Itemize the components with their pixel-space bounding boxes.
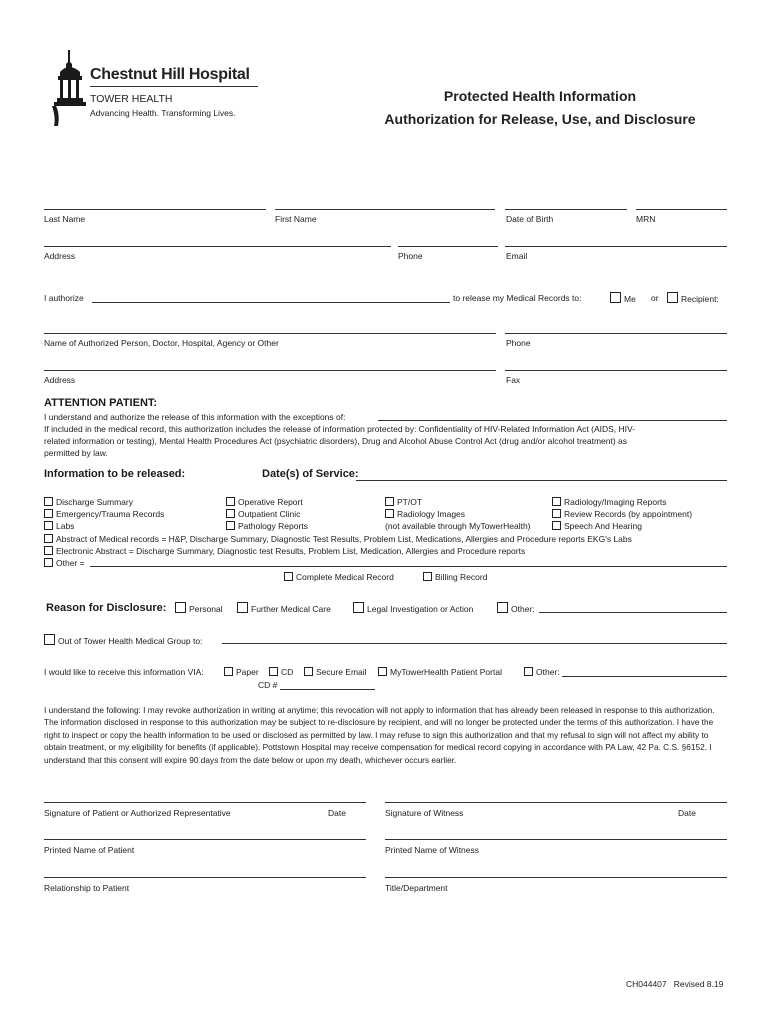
outside-group-checkbox[interactable]: Out of Tower Health Medical Group to:	[44, 634, 202, 646]
logo-org: TOWER HEALTH	[90, 93, 173, 105]
first-name-label: First Name	[275, 214, 317, 224]
checkbox-icon	[44, 546, 53, 555]
authorized-name-field[interactable]	[44, 333, 496, 334]
checkbox-icon	[224, 667, 233, 676]
speech-hearing-checkbox[interactable]: Speech And Hearing	[552, 521, 642, 531]
complete-record-checkbox[interactable]: Complete Medical Record	[284, 572, 394, 582]
recipient-checkbox[interactable]: Recipient:	[667, 292, 719, 304]
relationship-label: Relationship to Patient	[44, 883, 130, 893]
email-field[interactable]	[505, 246, 727, 247]
dates-of-service-label: Date(s) of Service:	[262, 468, 359, 480]
authorized-phone-field[interactable]	[505, 333, 727, 334]
authorize-suffix: to release my Medical Records to:	[453, 293, 582, 303]
authorize-field[interactable]	[92, 302, 450, 303]
mrn-field[interactable]	[636, 209, 727, 210]
checkbox-icon	[378, 667, 387, 676]
checkbox-icon	[44, 534, 53, 543]
title-line-1: Protected Health Information	[443, 88, 637, 104]
mrn-label: MRN	[636, 214, 656, 224]
checkbox-icon	[269, 667, 278, 676]
checkbox-icon	[226, 521, 235, 530]
patient-date-label: Date	[328, 808, 346, 818]
checkbox-icon	[552, 521, 561, 530]
authorized-name-label: Name of Authorized Person, Doctor, Hospital, Agency or Other	[44, 338, 279, 348]
tower-icon	[50, 48, 90, 128]
authorized-phone-label: Phone	[506, 338, 531, 348]
witness-date-label: Date	[678, 808, 696, 818]
attention-line-1: I understand and authorize the release of this information with the exceptions of:	[44, 412, 346, 422]
checkbox-icon	[524, 667, 533, 676]
via-prefix: I would like to receive this information VIA:	[44, 667, 204, 677]
authorized-fax-field[interactable]	[505, 370, 727, 371]
reason-heading: Reason for Disclosure:	[46, 602, 167, 614]
review-records-checkbox[interactable]: Review Records (by appointment)	[552, 509, 692, 519]
printed-witness-field[interactable]	[385, 839, 727, 840]
checkbox-icon	[44, 558, 53, 567]
pt-ot-checkbox[interactable]: PT/OT	[385, 497, 422, 507]
further-care-checkbox[interactable]: Further Medical Care	[237, 602, 331, 614]
cd-checkbox[interactable]: CD	[269, 667, 293, 677]
radiology-images-note: (not available through MyTowerHealth)	[385, 521, 531, 531]
printed-patient-label: Printed Name of Patient	[44, 845, 135, 855]
checkbox-icon	[284, 572, 293, 581]
form-code: CH044407 Revised 8.19	[626, 979, 724, 989]
checkbox-icon	[175, 602, 186, 613]
me-checkbox[interactable]: Me	[610, 292, 636, 304]
dob-label: Date of Birth	[506, 214, 554, 224]
authorized-address-field[interactable]	[44, 370, 496, 371]
checkbox-icon	[44, 634, 55, 645]
other-release-field[interactable]	[90, 566, 727, 567]
or-text: or	[651, 293, 659, 303]
checkbox-icon	[552, 497, 561, 506]
checkbox-icon	[667, 292, 678, 303]
witness-signature-field[interactable]	[385, 802, 727, 803]
radiology-images-checkbox[interactable]: Radiology Images	[385, 509, 465, 519]
address-field[interactable]	[44, 246, 391, 247]
billing-record-checkbox[interactable]: Billing Record	[423, 572, 487, 582]
phone-label: Phone	[398, 251, 423, 261]
printed-patient-field[interactable]	[44, 839, 366, 840]
checkbox-icon	[385, 509, 394, 518]
via-other-field[interactable]	[562, 676, 727, 677]
personal-checkbox[interactable]: Personal	[175, 602, 223, 614]
witness-signature-label: Signature of Witness	[385, 808, 464, 818]
email-label: Email	[506, 251, 528, 261]
paper-checkbox[interactable]: Paper	[224, 667, 259, 677]
electronic-abstract-checkbox[interactable]: Electronic Abstract = Discharge Summary, Diagnostic test Results, Problem List, Medication, Allergies and Procedure reports	[44, 546, 525, 556]
checkbox-icon	[226, 497, 235, 506]
dates-of-service-field[interactable]	[356, 480, 727, 481]
checkbox-icon	[385, 497, 394, 506]
via-other-checkbox[interactable]: Other:	[524, 667, 560, 677]
authorize-prefix: I authorize	[44, 293, 84, 303]
checkbox-icon	[353, 602, 364, 613]
labs-checkbox[interactable]: Labs	[44, 521, 74, 531]
attention-line-3: related information or testing), Mental Health Procedures Act (psychiatric disorders), Drug and Alcohol Abuse Control Act (drug and/or alcohol treatment) as	[44, 436, 628, 446]
pathology-reports-checkbox[interactable]: Pathology Reports	[226, 521, 308, 531]
emergency-records-checkbox[interactable]: Emergency/Trauma Records	[44, 509, 164, 519]
reason-other-field[interactable]	[539, 612, 727, 613]
legal-checkbox[interactable]: Legal Investigation or Action	[353, 602, 473, 614]
title-department-label: Title/Department	[385, 883, 448, 893]
authorized-fax-label: Fax	[506, 375, 521, 385]
dob-field[interactable]	[505, 209, 627, 210]
last-name-field[interactable]	[44, 209, 266, 210]
checkbox-icon	[44, 509, 53, 518]
patient-signature-label: Signature of Patient or Authorized Representative	[44, 808, 231, 818]
authorized-address-label: Address	[44, 375, 76, 385]
title-line-2: Authorization for Release, Use, and Disclosure	[384, 111, 696, 127]
secure-email-checkbox[interactable]: Secure Email	[304, 667, 367, 677]
patient-signature-field[interactable]	[44, 802, 366, 803]
reason-other-checkbox[interactable]: Other:	[497, 602, 535, 614]
radiology-reports-checkbox[interactable]: Radiology/Imaging Reports	[552, 497, 667, 507]
checkbox-icon	[423, 572, 432, 581]
discharge-summary-checkbox[interactable]: Discharge Summary	[44, 497, 133, 507]
cd-number-label: CD #	[258, 680, 278, 690]
checkbox-icon	[44, 521, 53, 530]
abstract-checkbox[interactable]: Abstract of Medical records = H&P, Discharge Summary, Diagnostic Test Results, Problem List, Medications, Allergies and Procedure reports EKG's Labs	[44, 534, 632, 544]
logo-name: Chestnut Hill Hospital	[90, 66, 250, 83]
checkbox-icon	[44, 497, 53, 506]
attention-line-4: permitted by law.	[44, 448, 108, 458]
checkbox-icon	[497, 602, 508, 613]
logo-tagline: Advancing Health. Transforming Lives.	[90, 108, 236, 118]
form-title	[330, 88, 750, 127]
cd-number-field[interactable]	[280, 689, 375, 690]
hospital-logo	[50, 48, 265, 128]
attention-line-2: If included in the medical record, this authorization includes the release of information protected by: Confidentiality of HIV-Related Information Act (AIDS, HIV-	[44, 424, 636, 434]
exceptions-field[interactable]	[378, 420, 727, 421]
portal-checkbox[interactable]: MyTowerHealth Patient Portal	[378, 667, 502, 677]
last-name-label: Last Name	[44, 214, 86, 224]
address-label: Address	[44, 251, 76, 261]
outside-group-field[interactable]	[222, 643, 727, 644]
other-release-checkbox[interactable]: Other =	[44, 558, 85, 568]
relationship-field[interactable]	[44, 877, 366, 878]
title-department-field[interactable]	[385, 877, 727, 878]
release-heading: Information to be released:	[44, 468, 186, 480]
first-name-field[interactable]	[275, 209, 495, 210]
understand-paragraph: I understand the following: I may revoke authorization in writing at anytime; this revocation will not apply to information that has already been released in response to this authorization. The information disclosed in response to this authorization may be subject to re-disclosure by recipient, and will no longer be protected under the terms of this authorization. I have the right to inspect or copy the health information to be used or disclosed as permitted by law. I may refuse to sign this authorization and that my refusal to sign will not affect my ability to obtain treatment, or my eligibility for benefits (if applicable). Pottstown Hospital may receive compensation for medical record copying in accordance with PA Law, 42 Pa. C.S. §6152. I understand that this consent will expire 90 days from the date below or upon my death, whichever occurs earlier.	[44, 705, 715, 765]
checkbox-icon	[304, 667, 313, 676]
attention-heading: ATTENTION PATIENT:	[44, 397, 158, 409]
checkbox-icon	[237, 602, 248, 613]
checkbox-icon	[552, 509, 561, 518]
checkbox-icon	[610, 292, 621, 303]
checkbox-icon	[226, 509, 235, 518]
operative-report-checkbox[interactable]: Operative Report	[226, 497, 303, 507]
phone-field[interactable]	[398, 246, 498, 247]
outpatient-clinic-checkbox[interactable]: Outpatient Clinic	[226, 509, 300, 519]
printed-witness-label: Printed Name of Witness	[385, 845, 480, 855]
